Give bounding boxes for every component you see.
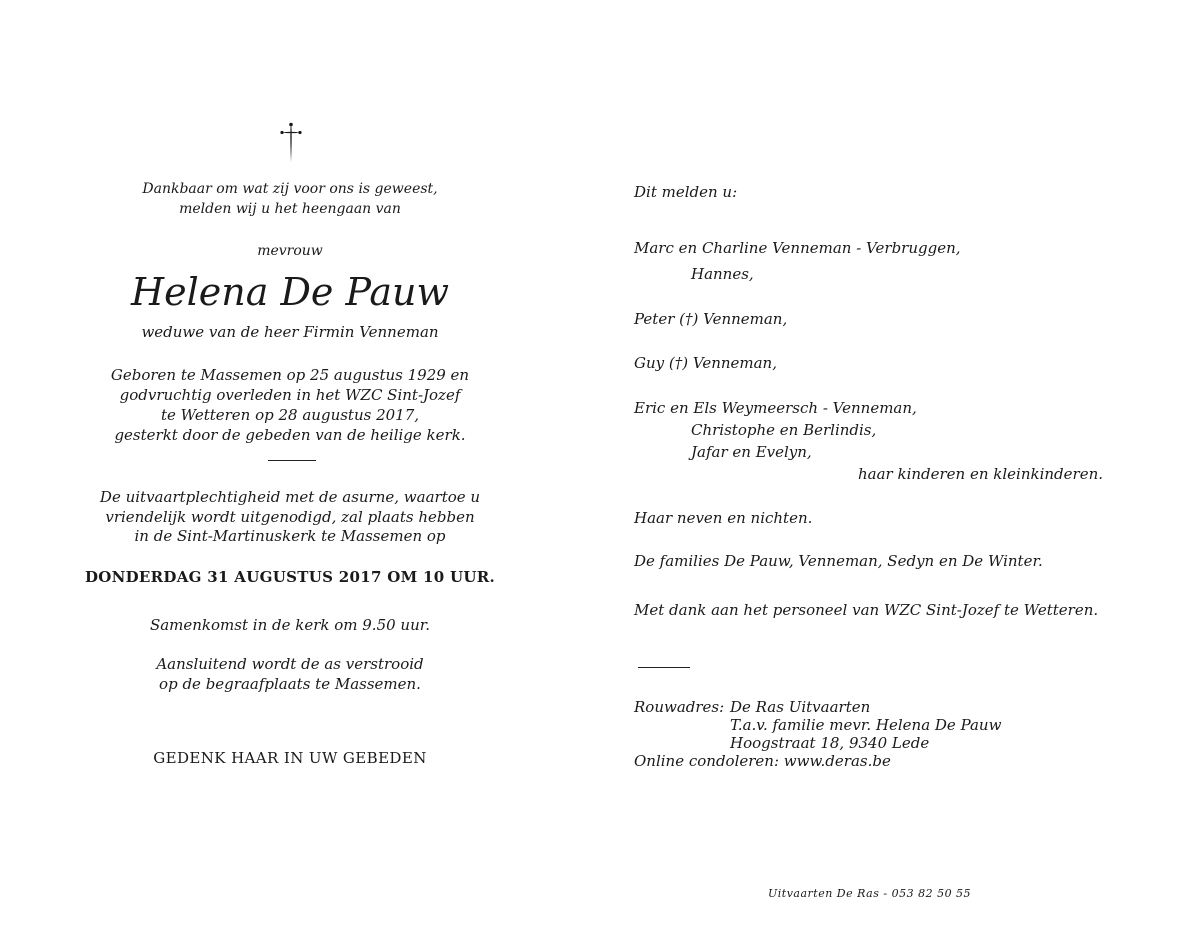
closing-line: GEDENK HAAR IN UW GEBEDEN — [153, 749, 427, 767]
ceremony-line-3: in de Sint-Martinuskerk te Massemen op — [134, 527, 446, 545]
address-line: Hoogstraat 18, 9340 Lede — [730, 734, 930, 752]
intro-line-2: melden wij u het heengaan van — [179, 201, 401, 217]
family-line: Eric en Els Weymeersch - Venneman, — [634, 399, 917, 417]
families-line: De families De Pauw, Venneman, Sedyn en De Winter. — [634, 552, 1043, 570]
address-line: T.a.v. familie mevr. Helena De Pauw — [730, 716, 1002, 734]
family-line: Jafar en Evelyn, — [691, 443, 812, 461]
spouse-line: weduwe van de heer Firmin Venneman — [141, 323, 439, 341]
family-line: Hannes, — [691, 265, 754, 283]
thanks-line: Met dank aan het personeel van WZC Sint-Jozef te Wetteren. — [634, 601, 1099, 619]
family-line: Christophe en Berlindis, — [691, 421, 877, 439]
right-divider — [638, 667, 690, 668]
birth-line-2: godvruchtig overleden in het WZC Sint-Jozef — [119, 386, 461, 404]
cross-icon — [279, 122, 303, 164]
birth-line-4: gesterkt door de gebeden van de heilige kerk. — [114, 426, 466, 444]
birth-line-1: Geboren te Massemen op 25 augustus 1929 en — [110, 366, 470, 384]
family-line: Guy (†) Venneman, — [634, 354, 777, 372]
ceremony-line-2: vriendelijk wordt uitgenodigd, zal plaats hebben — [105, 508, 475, 526]
footer-text: Uitvaarten De Ras - 053 82 50 55 — [768, 887, 972, 900]
nephews-line: Haar neven en nichten. — [634, 509, 813, 527]
ashes-line-2: op de begraafplaats te Massemen. — [159, 675, 421, 693]
deceased-name: Helena De Pauw — [130, 270, 450, 314]
online-condolence: Online condoleren: www.deras.be — [634, 752, 891, 770]
left-divider — [268, 460, 316, 461]
title-prefix: mevrouw — [257, 243, 323, 259]
ceremony-date: DONDERDAG 31 AUGUSTUS 2017 OM 10 UUR. — [84, 568, 496, 586]
family-line: Peter (†) Venneman, — [634, 310, 788, 328]
intro-line-1: Dankbaar om wat zij voor ons is geweest, — [142, 181, 438, 197]
address-label: Rouwadres: — [634, 698, 725, 716]
family-line: Marc en Charline Venneman - Verbruggen, — [634, 239, 961, 257]
gathering-line: Samenkomst in de kerk om 9.50 uur. — [149, 616, 431, 634]
ceremony-line-1: De uitvaartplechtigheid met de asurne, waartoe u — [99, 488, 481, 506]
address-line: De Ras Uitvaarten — [730, 698, 871, 716]
ashes-line-1: Aansluitend wordt de as verstrooid — [156, 655, 424, 673]
family-label: haar kinderen en kleinkinderen. — [858, 465, 1104, 483]
right-heading: Dit melden u: — [634, 183, 738, 201]
birth-line-3: te Wetteren op 28 augustus 2017, — [160, 406, 420, 424]
